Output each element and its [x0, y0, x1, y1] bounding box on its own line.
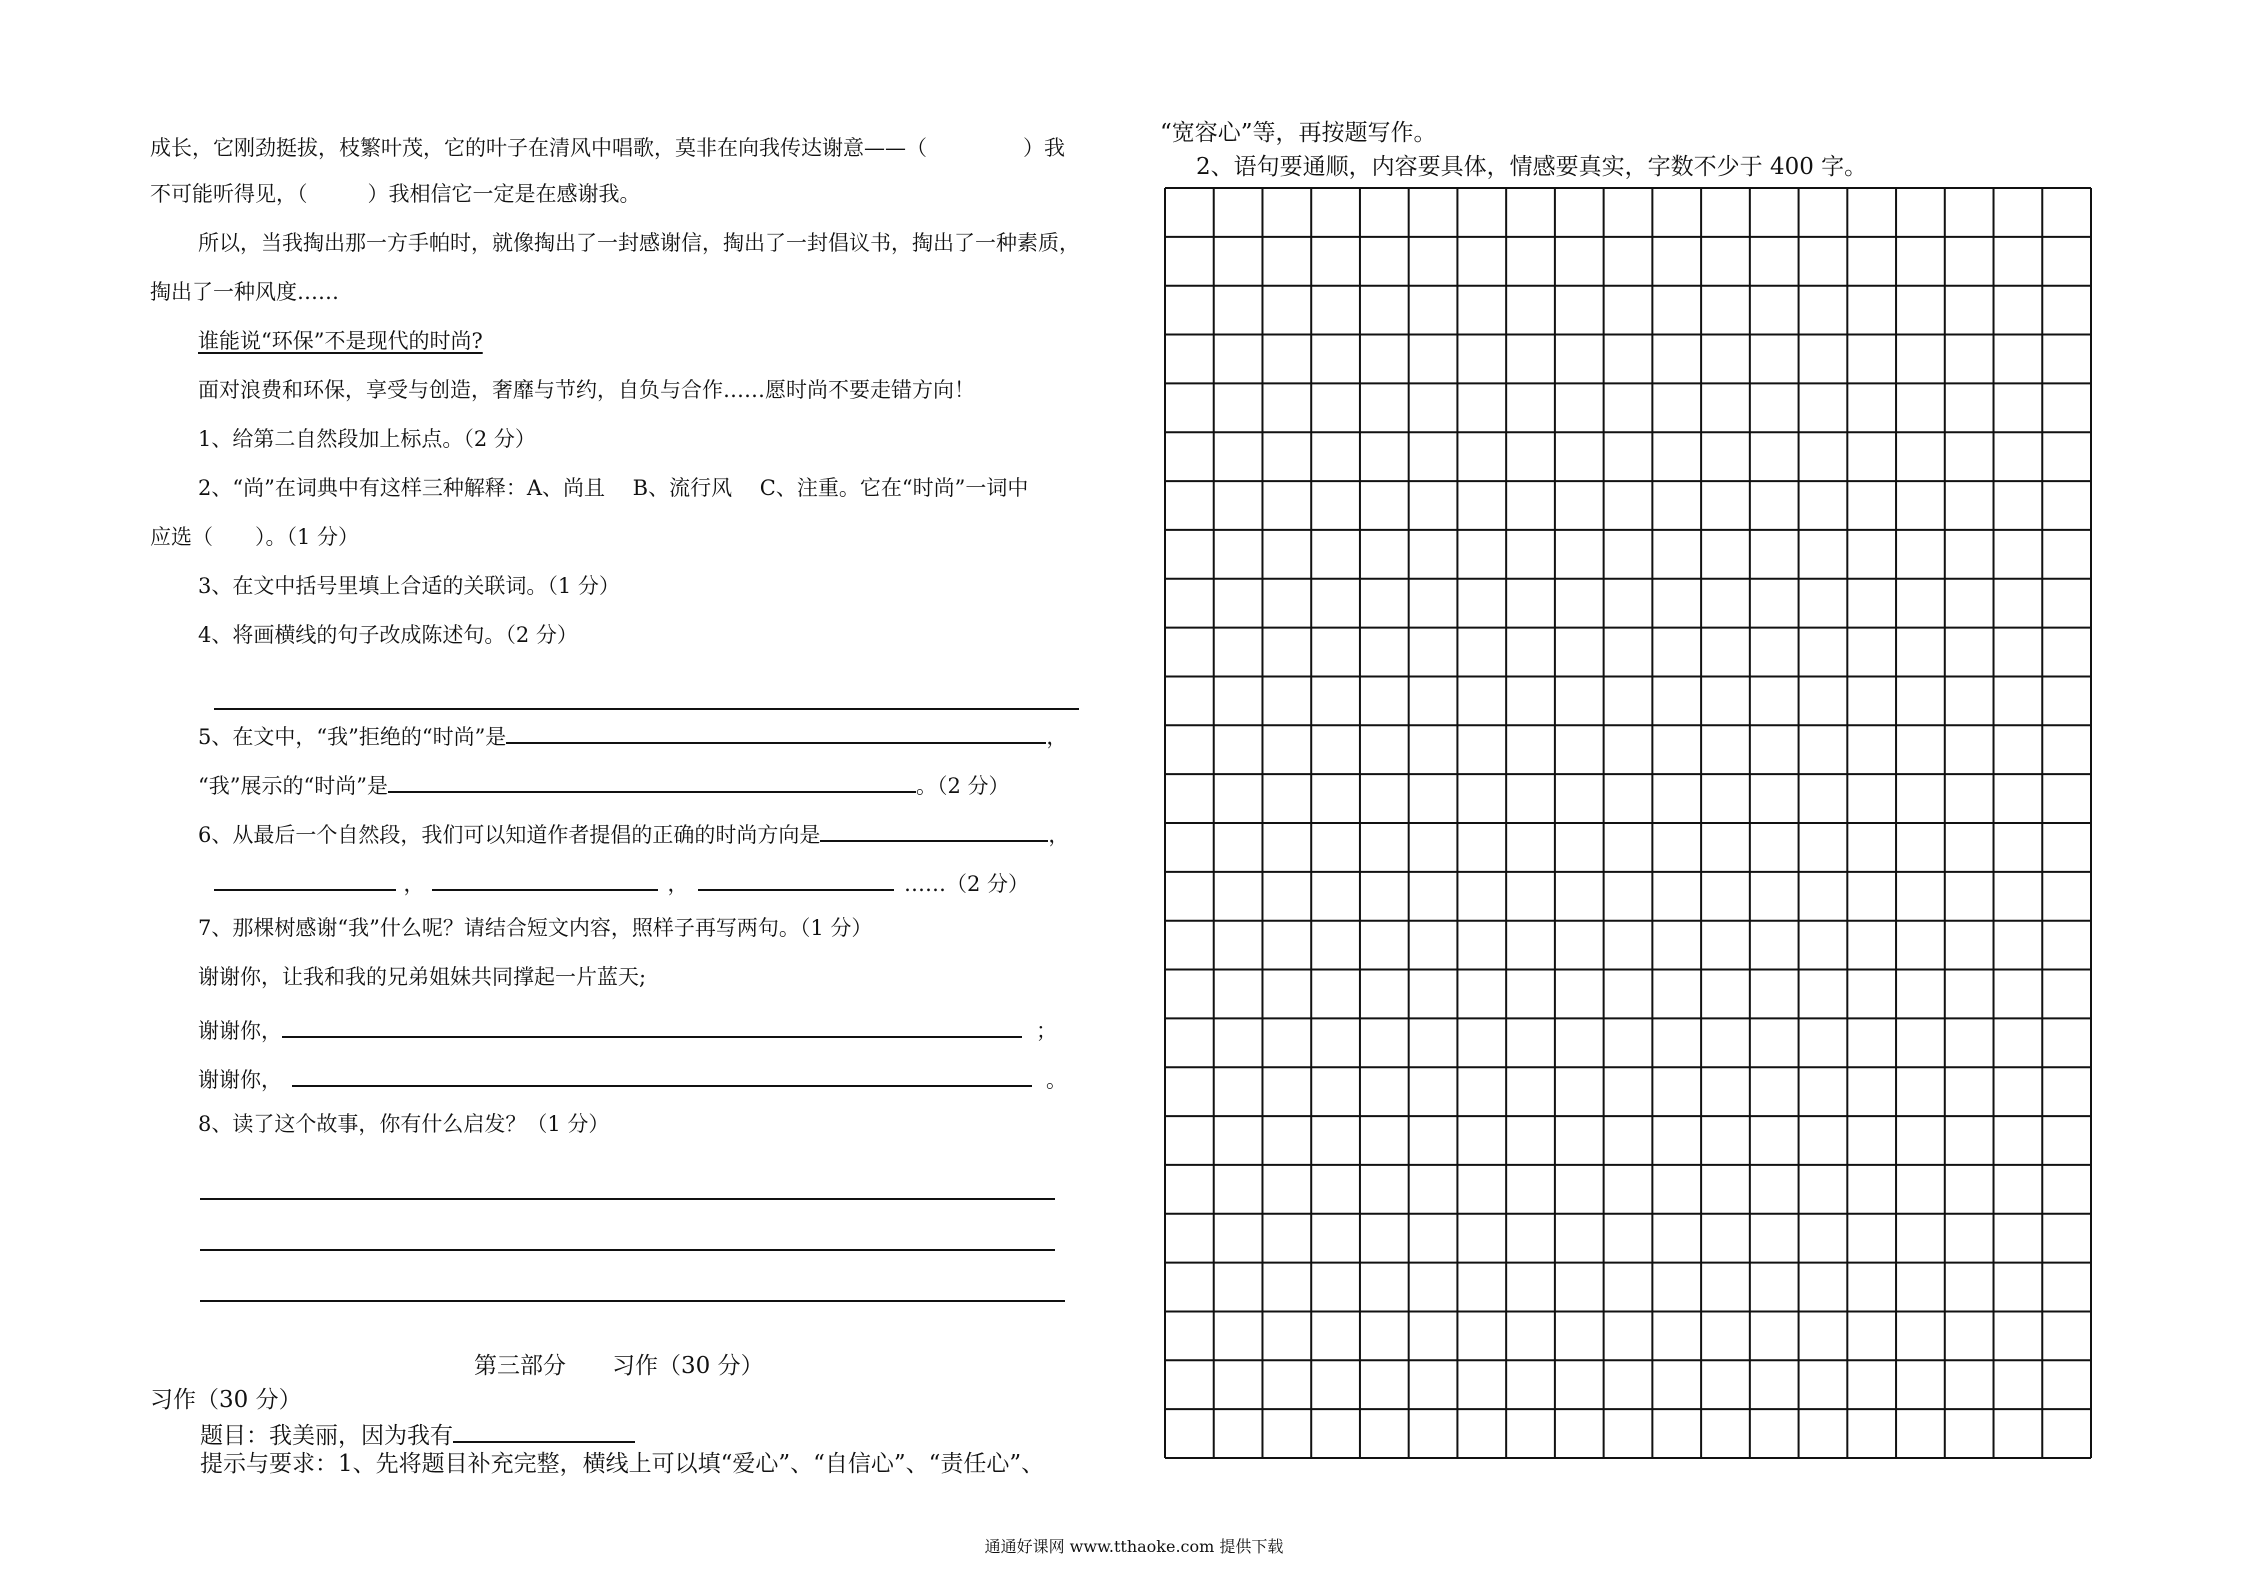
passage-line-2: [150, 184, 641, 205]
underlined-sentence: 谁能说“环保”不是现代的时尚?: [198, 329, 483, 353]
answer-line-q8-3[interactable]: [200, 1300, 1065, 1302]
writing-grid[interactable]: [1164, 187, 2092, 1459]
essay-hint-1: 提示与要求：1、先将题目补充完整，横线上可以填“爱心”、“自信心”、“责任心”、: [200, 1451, 1045, 1477]
answer-blank-q6c[interactable]: [432, 869, 658, 891]
question-5-text-2: “我”展示的“时尚”是: [198, 774, 388, 798]
question-6-text: 6、从最后一个自然段，我们可以知道作者提倡的正确的时尚方向是: [198, 823, 821, 847]
topic-text: 题目：我美丽，因为我有: [200, 1423, 453, 1449]
punct: ，: [1048, 823, 1070, 847]
punct: 。: [1046, 1068, 1067, 1092]
punct: ，: [403, 872, 425, 896]
answer-blank-q5a[interactable]: [506, 722, 1046, 744]
question-7-answer-2: [198, 1065, 1067, 1091]
answer-line-q8-2[interactable]: [200, 1249, 1055, 1251]
prompt: 谢谢你，: [198, 1068, 282, 1092]
question-4: 4、将画横线的句子改成陈述句。（2 分）: [198, 623, 578, 647]
essay-hint-1-cont: “宽容心”等，再按题写作。: [1160, 120, 1437, 146]
question-5-line-1: [198, 722, 1067, 748]
question-5-line-2: [198, 771, 1010, 797]
punct: ，: [667, 872, 689, 896]
score: 。（2 分）: [915, 774, 1010, 798]
answer-blank-q5b[interactable]: [388, 771, 916, 793]
prompt: 谢谢你，: [198, 1019, 282, 1043]
essay-topic: [200, 1421, 635, 1448]
essay-hint-2: 2、语句要通顺，内容要具体，情感要真实，字数不少于 400 字。: [1196, 154, 1868, 180]
answer-blank-q7a[interactable]: [282, 1016, 1022, 1038]
answer-line-q4[interactable]: [214, 708, 1079, 710]
passage-text-end: ）我: [1023, 136, 1065, 160]
answer-blank-q6a[interactable]: [820, 820, 1048, 842]
question-7-example: 谢谢你，让我和我的兄弟姐妹共同撑起一片蓝天;: [198, 965, 647, 989]
footer-credit: 通通好课网 www.tthaoke.com 提供下载: [984, 1537, 1284, 1556]
answer-blank-q7b[interactable]: [292, 1065, 1032, 1087]
passage-text: 不可能听得见，（: [150, 182, 308, 206]
question-2-line-1: 2、“尚”在词典中有这样三种解释：A、尚且 B、流行风 C、注重。它在“时尚”一词中: [198, 476, 1029, 500]
score: ……（2 分）: [904, 872, 1030, 896]
question-6-line-1: [198, 820, 1069, 846]
question-8: 8、读了这个故事，你有什么启发？（1 分）: [198, 1112, 610, 1136]
passage-text: 成长，它刚劲挺拔，枝繁叶茂，它的叶子在清风中唱歌，莫非在向我传达谢意——（: [150, 136, 927, 160]
passage-line-1: [150, 135, 1065, 159]
passage-line-6: 面对浪费和环保，享受与创造，奢靡与节约，自负与合作……愿时尚不要走错方向！: [198, 378, 975, 402]
question-1: 1、给第二自然段加上标点。（2 分）: [198, 427, 536, 451]
question-7: 7、那棵树感谢“我”什么呢？请结合短文内容，照样子再写两句。（1 分）: [198, 916, 873, 940]
essay-label: 习作（30 分）: [150, 1387, 302, 1413]
answer-blank-q6d[interactable]: [698, 869, 894, 891]
answer-line-q8-1[interactable]: [200, 1198, 1055, 1200]
question-7-answer-1: [198, 1016, 1057, 1042]
passage-line-4: 掏出了一种风度……: [150, 280, 339, 304]
passage-text-end: ）我相信它一定是在感谢我。: [367, 182, 641, 206]
answer-blank-q6b[interactable]: [214, 869, 396, 891]
topic-blank[interactable]: [453, 1421, 635, 1443]
passage-line-3: 所以，当我掏出那一方手帕时，就像掏出了一封感谢信，掏出了一封倡议书，掏出了一种素质，: [198, 231, 1080, 255]
question-2-line-2: 应选（ ）。（1 分）: [150, 525, 360, 549]
question-5-text: 5、在文中，“我”拒绝的“时尚”是: [198, 725, 507, 749]
question-6-line-2: [214, 869, 1029, 895]
section-title: 第三部分 习作（30 分）: [474, 1353, 764, 1379]
punct: ；: [1036, 1019, 1057, 1043]
question-3: 3、在文中括号里填上合适的关联词。（1 分）: [198, 574, 620, 598]
punct: ，: [1046, 725, 1068, 749]
